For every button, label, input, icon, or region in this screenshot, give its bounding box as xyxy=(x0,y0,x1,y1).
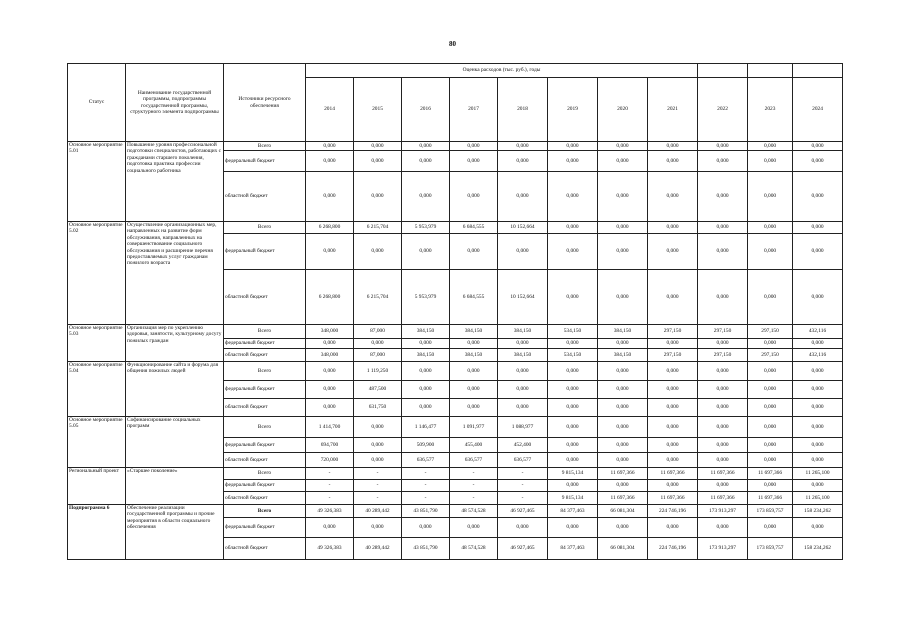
source-cell: федеральный бюджет xyxy=(224,234,306,270)
status-cell: Основное мероприятие 5.04 xyxy=(68,362,126,417)
value-cell: 0,000 xyxy=(354,417,402,438)
value-cell: 0,000 xyxy=(793,142,843,151)
header-year: 2020 xyxy=(598,78,648,142)
name-cell: Обеспечение реализации государственной программы и прочие мероприятия в области социального обеспечения xyxy=(126,505,224,560)
value-cell: 0,000 xyxy=(306,518,354,538)
value-cell: 0,000 xyxy=(648,270,698,325)
value-cell: 432,116 xyxy=(793,325,843,339)
value-cell: 0,000 xyxy=(698,270,748,325)
value-cell: 0,000 xyxy=(648,151,698,172)
value-cell: 11 697,366 xyxy=(598,468,648,480)
value-cell: 0,000 xyxy=(548,142,598,151)
header-estimate: Оценка расходов (тыс. руб.), годы xyxy=(306,64,698,78)
value-cell: 0,000 xyxy=(698,399,748,417)
value-cell: 9 815,134 xyxy=(548,468,598,480)
source-cell: федеральный бюджет xyxy=(224,480,306,492)
source-cell: областной бюджет xyxy=(224,453,306,468)
value-cell: 43 851,790 xyxy=(402,538,450,560)
header-blank xyxy=(748,64,793,78)
value-cell: 0,000 xyxy=(450,399,498,417)
value-cell: - xyxy=(306,492,354,505)
value-cell: 0,000 xyxy=(498,339,548,349)
value-cell: 11 697,366 xyxy=(648,468,698,480)
status-cell: Основное мероприятие 5.03 xyxy=(68,325,126,362)
value-cell: 0,000 xyxy=(648,142,698,151)
value-cell: 1 091,977 xyxy=(450,417,498,438)
value-cell: 297,150 xyxy=(748,349,793,362)
value-cell: 0,000 xyxy=(598,151,648,172)
source-cell: федеральный бюджет xyxy=(224,339,306,349)
value-cell: 0,000 xyxy=(548,222,598,234)
value-cell: 0,000 xyxy=(450,362,498,381)
value-cell: 534,150 xyxy=(548,325,598,339)
value-cell: 0,000 xyxy=(498,142,548,151)
value-cell: 87,000 xyxy=(354,325,402,339)
value-cell: 0,000 xyxy=(748,222,793,234)
value-cell: 297,150 xyxy=(648,349,698,362)
source-cell: областной бюджет xyxy=(224,538,306,560)
value-cell: 0,000 xyxy=(598,417,648,438)
value-cell: 0,000 xyxy=(548,270,598,325)
value-cell: 636,577 xyxy=(402,453,450,468)
header-year: 2014 xyxy=(306,78,354,142)
value-cell: 0,000 xyxy=(306,381,354,399)
value-cell: - xyxy=(450,480,498,492)
value-cell: 0,000 xyxy=(793,234,843,270)
value-cell: 0,000 xyxy=(793,222,843,234)
name-cell: Софинансирование социальных программ xyxy=(126,417,224,468)
source-cell: областной бюджет xyxy=(224,399,306,417)
value-cell: 384,150 xyxy=(402,349,450,362)
value-cell: 0,000 xyxy=(402,399,450,417)
table-body xyxy=(68,64,843,560)
value-cell: 0,000 xyxy=(748,234,793,270)
name-cell: Функционирование сайта и форума для общения пожилых людей xyxy=(126,362,224,417)
table-row xyxy=(68,325,843,339)
table-row xyxy=(68,142,843,151)
value-cell: 0,000 xyxy=(748,339,793,349)
value-cell: 0,000 xyxy=(548,151,598,172)
value-cell: 452,400 xyxy=(498,438,548,453)
source-cell: областной бюджет xyxy=(224,349,306,362)
value-cell: 173 859,757 xyxy=(748,538,793,560)
value-cell: 534,150 xyxy=(548,349,598,362)
value-cell: - xyxy=(306,480,354,492)
value-cell: 455,400 xyxy=(450,438,498,453)
value-cell: 1 414,700 xyxy=(306,417,354,438)
value-cell: 297,150 xyxy=(698,325,748,339)
value-cell: 0,000 xyxy=(548,453,598,468)
source-cell: Всего xyxy=(224,505,306,518)
source-cell: областной бюджет xyxy=(224,172,306,222)
value-cell: 49 326,383 xyxy=(306,538,354,560)
value-cell: 297,150 xyxy=(748,325,793,339)
value-cell: 6 268,800 xyxy=(306,270,354,325)
value-cell: 297,150 xyxy=(648,325,698,339)
value-cell: - xyxy=(402,468,450,480)
value-cell: 10 152,664 xyxy=(498,222,548,234)
value-cell: 11 697,366 xyxy=(748,492,793,505)
value-cell: 9 815,134 xyxy=(548,492,598,505)
value-cell: 0,000 xyxy=(698,142,748,151)
value-cell: 173 913,297 xyxy=(698,505,748,518)
value-cell: 0,000 xyxy=(548,399,598,417)
value-cell: 11 697,366 xyxy=(648,492,698,505)
value-cell: 0,000 xyxy=(450,518,498,538)
header-year: 2015 xyxy=(354,78,402,142)
value-cell: 0,000 xyxy=(648,453,698,468)
value-cell: 173 913,297 xyxy=(698,538,748,560)
value-cell: 720,000 xyxy=(306,453,354,468)
value-cell: 0,000 xyxy=(450,172,498,222)
value-cell: 0,000 xyxy=(306,142,354,151)
value-cell: 0,000 xyxy=(354,453,402,468)
name-cell: Осуществление организационных мер, направленных на развитие форм обслуживания, направленных на совершенствование социального обслуживания и расширение перечня предоставляемых услуг гражданам пожилого возраста xyxy=(126,222,224,325)
value-cell: 11 697,366 xyxy=(698,492,748,505)
value-cell: 66 081,304 xyxy=(598,505,648,518)
status-cell: Подпрограмма 6 xyxy=(68,505,126,560)
value-cell: 384,150 xyxy=(598,325,648,339)
value-cell: 0,000 xyxy=(598,381,648,399)
value-cell: 1 088,977 xyxy=(498,417,548,438)
value-cell: 384,150 xyxy=(402,325,450,339)
value-cell: 0,000 xyxy=(793,518,843,538)
source-cell: Всего xyxy=(224,468,306,480)
header-blank xyxy=(698,64,748,78)
value-cell: 0,000 xyxy=(648,339,698,349)
value-cell: 46 927,465 xyxy=(498,505,548,518)
value-cell: 0,000 xyxy=(548,339,598,349)
value-cell: 40 289,442 xyxy=(354,505,402,518)
value-cell: 631,750 xyxy=(354,399,402,417)
value-cell: 384,150 xyxy=(498,325,548,339)
value-cell: 0,000 xyxy=(402,172,450,222)
value-cell: 384,150 xyxy=(598,349,648,362)
source-cell: областной бюджет xyxy=(224,492,306,505)
value-cell: 0,000 xyxy=(306,339,354,349)
value-cell: 0,000 xyxy=(698,518,748,538)
value-cell: 0,000 xyxy=(498,399,548,417)
value-cell: 5 953,979 xyxy=(402,222,450,234)
value-cell: 0,000 xyxy=(748,381,793,399)
value-cell: 0,000 xyxy=(402,518,450,538)
value-cell: - xyxy=(498,492,548,505)
value-cell: 0,000 xyxy=(793,480,843,492)
value-cell: 0,000 xyxy=(748,417,793,438)
value-cell: - xyxy=(354,492,402,505)
value-cell: 0,000 xyxy=(498,362,548,381)
table-row xyxy=(68,417,843,438)
value-cell: 6 268,800 xyxy=(306,222,354,234)
table-row xyxy=(68,505,843,518)
value-cell: 432,116 xyxy=(793,349,843,362)
value-cell: 0,000 xyxy=(548,480,598,492)
value-cell: 0,000 xyxy=(354,234,402,270)
value-cell: 0,000 xyxy=(748,518,793,538)
value-cell: 6 684,555 xyxy=(450,270,498,325)
header-year: 2019 xyxy=(548,78,598,142)
header-source: Источники ресурсного обеспечения xyxy=(224,64,306,142)
value-cell: 11 265,100 xyxy=(793,492,843,505)
value-cell: 0,000 xyxy=(748,438,793,453)
value-cell: 46 927,465 xyxy=(498,538,548,560)
table-row xyxy=(68,362,843,381)
value-cell: 11 697,366 xyxy=(598,492,648,505)
value-cell: 0,000 xyxy=(498,518,548,538)
table-row xyxy=(68,468,843,480)
value-cell: 0,000 xyxy=(748,172,793,222)
value-cell: 0,000 xyxy=(402,362,450,381)
value-cell: 0,000 xyxy=(498,172,548,222)
value-cell: 48 574,528 xyxy=(450,538,498,560)
value-cell: 0,000 xyxy=(698,151,748,172)
value-cell: 0,000 xyxy=(748,480,793,492)
value-cell: 11 265,100 xyxy=(793,468,843,480)
value-cell: 0,000 xyxy=(648,381,698,399)
value-cell: 0,000 xyxy=(306,172,354,222)
value-cell: 0,000 xyxy=(648,438,698,453)
value-cell: 0,000 xyxy=(598,480,648,492)
source-cell: федеральный бюджет xyxy=(224,151,306,172)
value-cell: 0,000 xyxy=(306,151,354,172)
source-cell: федеральный бюджет xyxy=(224,518,306,538)
value-cell: 636,577 xyxy=(498,453,548,468)
value-cell: 84 377,463 xyxy=(548,538,598,560)
value-cell: 0,000 xyxy=(598,172,648,222)
name-cell: Повышение уровня профессиональной подготовки специалистов, работающих с гражданами старшего поколения, подготовка практика профессии социального работника xyxy=(126,142,224,222)
value-cell: 5 953,979 xyxy=(402,270,450,325)
header-year: 2017 xyxy=(450,78,498,142)
value-cell: 10 152,664 xyxy=(498,270,548,325)
value-cell: 0,000 xyxy=(354,339,402,349)
value-cell: 0,000 xyxy=(306,399,354,417)
value-cell: 0,000 xyxy=(548,381,598,399)
value-cell: - xyxy=(450,492,498,505)
value-cell: 0,000 xyxy=(698,381,748,399)
value-cell: 0,000 xyxy=(698,438,748,453)
header-year: 2016 xyxy=(402,78,450,142)
value-cell: - xyxy=(402,480,450,492)
value-cell: 1 146,477 xyxy=(402,417,450,438)
value-cell: 0,000 xyxy=(648,399,698,417)
source-cell: Всего xyxy=(224,325,306,339)
source-cell: федеральный бюджет xyxy=(224,381,306,399)
value-cell: 0,000 xyxy=(450,142,498,151)
value-cell: 0,000 xyxy=(698,222,748,234)
value-cell: 0,000 xyxy=(450,381,498,399)
value-cell: 0,000 xyxy=(402,142,450,151)
value-cell: 0,000 xyxy=(698,480,748,492)
value-cell: 0,000 xyxy=(598,399,648,417)
value-cell: 384,150 xyxy=(450,325,498,339)
value-cell: 0,000 xyxy=(793,151,843,172)
value-cell: 0,000 xyxy=(548,518,598,538)
value-cell: 0,000 xyxy=(748,362,793,381)
status-cell: Основное мероприятие 5.02 xyxy=(68,222,126,325)
value-cell: 0,000 xyxy=(354,172,402,222)
value-cell: 0,000 xyxy=(354,518,402,538)
header-year: 2021 xyxy=(648,78,698,142)
value-cell: 0,000 xyxy=(698,362,748,381)
value-cell: 40 289,442 xyxy=(354,538,402,560)
name-cell: «Старшее поколение» xyxy=(126,468,224,505)
value-cell: 0,000 xyxy=(648,234,698,270)
value-cell: 0,000 xyxy=(450,339,498,349)
value-cell: 0,000 xyxy=(498,151,548,172)
value-cell: 0,000 xyxy=(306,234,354,270)
value-cell: 158 234,262 xyxy=(793,538,843,560)
value-cell: 0,000 xyxy=(402,234,450,270)
value-cell: 0,000 xyxy=(498,381,548,399)
value-cell: 0,000 xyxy=(793,438,843,453)
value-cell: 0,000 xyxy=(648,518,698,538)
source-cell: Всего xyxy=(224,417,306,438)
value-cell: 0,000 xyxy=(648,480,698,492)
value-cell: 0,000 xyxy=(698,172,748,222)
value-cell: 0,000 xyxy=(354,142,402,151)
value-cell: 0,000 xyxy=(450,151,498,172)
value-cell: 0,000 xyxy=(793,172,843,222)
source-cell: областной бюджет xyxy=(224,270,306,325)
value-cell: 6 215,704 xyxy=(354,270,402,325)
value-cell: - xyxy=(450,468,498,480)
value-cell: 0,000 xyxy=(748,151,793,172)
value-cell: 0,000 xyxy=(598,222,648,234)
value-cell: - xyxy=(306,468,354,480)
value-cell: 348,000 xyxy=(306,349,354,362)
value-cell: 348,000 xyxy=(306,325,354,339)
value-cell: 48 574,528 xyxy=(450,505,498,518)
header-status: Статус xyxy=(68,64,126,142)
value-cell: 0,000 xyxy=(598,270,648,325)
value-cell: 49 326,383 xyxy=(306,505,354,518)
value-cell: 0,000 xyxy=(354,151,402,172)
value-cell: 0,000 xyxy=(793,339,843,349)
header-year: 2018 xyxy=(498,78,548,142)
header-year: 2023 xyxy=(748,78,793,142)
value-cell: 0,000 xyxy=(402,151,450,172)
value-cell: 87,000 xyxy=(354,349,402,362)
table-row xyxy=(68,222,843,234)
value-cell: 0,000 xyxy=(548,362,598,381)
value-cell: 0,000 xyxy=(548,234,598,270)
value-cell: 384,150 xyxy=(450,349,498,362)
value-cell: 43 851,790 xyxy=(402,505,450,518)
value-cell: 0,000 xyxy=(402,339,450,349)
value-cell: 0,000 xyxy=(648,417,698,438)
header-row-1 xyxy=(68,64,843,78)
value-cell: 0,000 xyxy=(698,234,748,270)
value-cell: 0,000 xyxy=(793,270,843,325)
value-cell: 0,000 xyxy=(598,142,648,151)
value-cell: 6 215,704 xyxy=(354,222,402,234)
value-cell: - xyxy=(354,480,402,492)
value-cell: 84 377,463 xyxy=(548,505,598,518)
value-cell: 0,000 xyxy=(793,453,843,468)
value-cell: 0,000 xyxy=(793,417,843,438)
status-cell: Основное мероприятие 5.05 xyxy=(68,417,126,468)
value-cell: 66 081,304 xyxy=(598,538,648,560)
name-cell: Организация мер по укреплению здоровья, занятости, культурному досугу пожилых граждан xyxy=(126,325,224,362)
value-cell: 0,000 xyxy=(450,234,498,270)
source-cell: федеральный бюджет xyxy=(224,438,306,453)
value-cell: 0,000 xyxy=(598,362,648,381)
resource-table xyxy=(67,63,843,560)
value-cell: 0,000 xyxy=(598,234,648,270)
value-cell: 509,900 xyxy=(402,438,450,453)
value-cell: 0,000 xyxy=(793,362,843,381)
value-cell: 0,000 xyxy=(598,518,648,538)
value-cell: 158 234,262 xyxy=(793,505,843,518)
value-cell: 0,000 xyxy=(698,339,748,349)
header-year: 2022 xyxy=(698,78,748,142)
value-cell: 0,000 xyxy=(598,438,648,453)
value-cell: 297,150 xyxy=(698,349,748,362)
value-cell: 0,000 xyxy=(402,381,450,399)
value-cell: 11 697,366 xyxy=(748,468,793,480)
value-cell: 1 119,250 xyxy=(354,362,402,381)
value-cell: 224 746,196 xyxy=(648,538,698,560)
value-cell: 0,000 xyxy=(598,453,648,468)
value-cell: 224 746,196 xyxy=(648,505,698,518)
value-cell: 173 859,757 xyxy=(748,505,793,518)
value-cell: 487,500 xyxy=(354,381,402,399)
value-cell: 694,700 xyxy=(306,438,354,453)
value-cell: 0,000 xyxy=(498,234,548,270)
value-cell: - xyxy=(354,468,402,480)
value-cell: 0,000 xyxy=(698,417,748,438)
value-cell: 0,000 xyxy=(648,172,698,222)
value-cell: 0,000 xyxy=(793,381,843,399)
value-cell: 0,000 xyxy=(698,453,748,468)
header-blank xyxy=(793,64,843,78)
value-cell: 0,000 xyxy=(598,339,648,349)
status-cell: Региональный проект xyxy=(68,468,126,505)
value-cell: 0,000 xyxy=(748,142,793,151)
value-cell: - xyxy=(498,468,548,480)
value-cell: - xyxy=(498,480,548,492)
value-cell: - xyxy=(402,492,450,505)
value-cell: 0,000 xyxy=(793,399,843,417)
source-cell: Всего xyxy=(224,142,306,151)
value-cell: 0,000 xyxy=(648,222,698,234)
value-cell: 636,577 xyxy=(450,453,498,468)
header-name: Наименование государственной программы, подпрограммы государственной программы, структурного элемента подпрограммы xyxy=(126,64,224,142)
value-cell: 384,150 xyxy=(498,349,548,362)
source-cell: Всего xyxy=(224,362,306,381)
source-cell: Всего xyxy=(224,222,306,234)
value-cell: 0,000 xyxy=(748,453,793,468)
value-cell: 0,000 xyxy=(548,438,598,453)
value-cell: 0,000 xyxy=(748,270,793,325)
value-cell: 0,000 xyxy=(354,438,402,453)
value-cell: 0,000 xyxy=(648,362,698,381)
value-cell: 0,000 xyxy=(748,399,793,417)
value-cell: 6 684,555 xyxy=(450,222,498,234)
value-cell: 0,000 xyxy=(548,417,598,438)
value-cell: 11 697,366 xyxy=(698,468,748,480)
page-number: 80 xyxy=(449,40,456,48)
header-year: 2024 xyxy=(793,78,843,142)
value-cell: 0,000 xyxy=(548,172,598,222)
status-cell: Основное мероприятие 5.01 xyxy=(68,142,126,222)
value-cell: 0,000 xyxy=(306,362,354,381)
